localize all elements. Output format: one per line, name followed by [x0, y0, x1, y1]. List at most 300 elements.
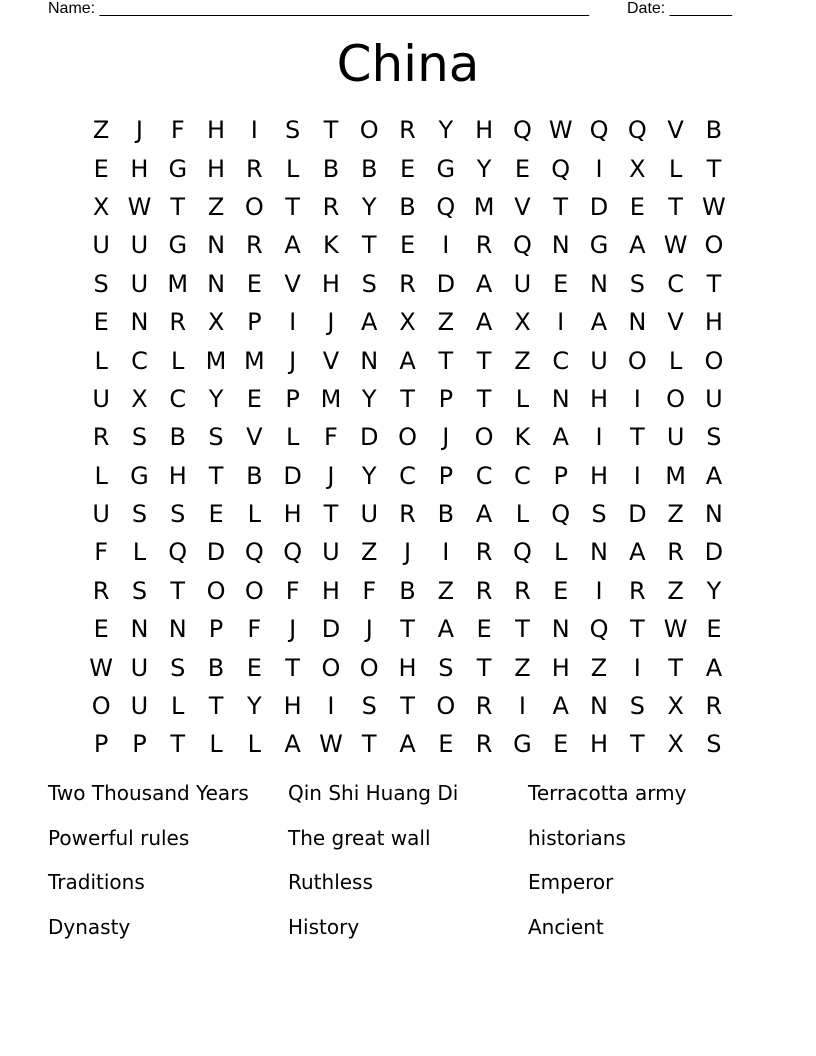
grid-letter[interactable]: Q [512, 116, 532, 145]
grid-letter[interactable]: T [476, 384, 492, 413]
grid-letter[interactable]: P [553, 461, 568, 490]
grid-letter[interactable]: Q [551, 154, 571, 183]
grid-letter[interactable]: S [170, 500, 186, 529]
grid-letter[interactable]: M [473, 192, 495, 221]
grid-letter[interactable]: A [399, 730, 416, 759]
grid-letter[interactable]: A [705, 461, 723, 490]
grid-letter[interactable]: T [170, 576, 186, 605]
grid-letter[interactable]: R [475, 576, 493, 605]
grid-letter[interactable]: R [399, 116, 416, 145]
grid-letter[interactable]: T [208, 692, 224, 721]
grid-letter[interactable]: V [514, 192, 531, 221]
grid-letter[interactable]: Q [244, 538, 264, 567]
grid-letter[interactable]: I [595, 154, 603, 183]
grid-letter[interactable]: E [246, 269, 262, 298]
grid-letter[interactable]: E [93, 615, 109, 644]
grid-letter[interactable]: E [246, 384, 262, 413]
grid-letter[interactable]: U [322, 538, 340, 567]
grid-letter[interactable]: E [553, 730, 569, 759]
grid-letter[interactable]: S [131, 500, 148, 529]
grid-letter[interactable]: D [283, 461, 302, 490]
grid-letter[interactable]: L [285, 423, 300, 452]
grid-letter[interactable]: M [243, 346, 265, 375]
grid-letter[interactable]: H [168, 461, 187, 490]
grid-letter[interactable]: W [663, 615, 688, 644]
grid-letter[interactable]: D [206, 538, 226, 567]
grid-letter[interactable]: H [207, 116, 226, 145]
grid-letter[interactable]: S [285, 116, 301, 145]
grid-letter[interactable]: B [169, 423, 186, 452]
grid-letter[interactable]: O [627, 346, 647, 375]
grid-letter[interactable]: L [668, 346, 683, 375]
word-list-item: Ruthless [288, 870, 373, 894]
grid-letter[interactable]: L [285, 154, 300, 183]
grid-letter[interactable]: U [360, 500, 379, 529]
grid-letter[interactable]: E [553, 576, 569, 605]
grid-letter[interactable]: L [247, 500, 262, 529]
letter-grid [82, 111, 733, 764]
grid-letter[interactable]: P [438, 461, 454, 490]
grid-letter[interactable]: G [168, 154, 188, 183]
grid-letter[interactable]: G [513, 730, 532, 759]
grid-letter[interactable]: T [629, 615, 645, 644]
grid-letter[interactable]: Q [627, 116, 647, 145]
grid-letter[interactable]: T [208, 461, 224, 490]
grid-letter[interactable]: C [131, 346, 148, 375]
grid-letter[interactable]: O [436, 692, 456, 721]
grid-letter[interactable]: R [322, 192, 340, 221]
grid-letter[interactable]: W [127, 192, 152, 221]
grid-letter[interactable]: T [400, 384, 415, 413]
grid-letter[interactable]: L [171, 346, 185, 375]
grid-letter[interactable]: J [135, 116, 143, 145]
grid-letter[interactable]: N [551, 384, 570, 413]
grid-letter[interactable]: B [246, 461, 263, 490]
grid-letter[interactable]: X [92, 192, 110, 221]
grid-letter[interactable]: V [667, 308, 684, 337]
grid-letter[interactable]: L [515, 500, 530, 529]
grid-letter[interactable]: O [244, 576, 264, 605]
grid-letter[interactable]: N [130, 615, 149, 644]
grid-letter[interactable]: Q [512, 538, 532, 567]
grid-letter[interactable]: Y [361, 384, 377, 413]
grid-letter[interactable]: Y [706, 576, 722, 605]
grid-letter[interactable]: H [589, 384, 609, 413]
grid-letter[interactable]: I [595, 423, 603, 452]
grid-letter[interactable]: H [283, 692, 302, 721]
grid-letter[interactable]: U [92, 384, 110, 413]
grid-letter[interactable]: H [589, 461, 609, 490]
grid-letter[interactable]: S [131, 576, 148, 605]
grid-letter[interactable]: S [361, 269, 377, 298]
grid-letter[interactable]: X [629, 154, 646, 183]
grid-letter[interactable]: E [399, 154, 416, 183]
grid-letter[interactable]: W [663, 231, 688, 260]
grid-letter[interactable]: Q [512, 231, 532, 260]
grid-letter[interactable]: S [361, 692, 377, 721]
grid-letter[interactable]: H [283, 500, 302, 529]
grid-letter[interactable]: A [475, 500, 493, 529]
grid-letter[interactable]: Z [92, 116, 110, 145]
grid-letter[interactable]: V [246, 423, 263, 452]
grid-letter[interactable]: D [321, 615, 341, 644]
grid-letter[interactable]: E [476, 615, 492, 644]
grid-letter[interactable]: F [285, 576, 300, 605]
grid-letter[interactable]: N [590, 269, 608, 298]
grid-letter[interactable]: X [667, 730, 684, 759]
word-list-item: The great wall [288, 825, 431, 850]
word-list-item: Powerful rules [48, 825, 190, 850]
grid-letter[interactable]: X [399, 308, 416, 337]
grid-letter[interactable]: C [169, 384, 187, 413]
grid-letter[interactable]: P [208, 615, 224, 644]
grid-letter[interactable]: E [93, 308, 109, 337]
grid-letter[interactable]: D [628, 500, 647, 529]
grid-letter[interactable]: T [668, 653, 683, 682]
grid-letter[interactable]: H [589, 730, 609, 759]
grid-letter[interactable]: O [704, 346, 724, 375]
grid-letter[interactable]: R [475, 730, 493, 759]
word-list-item: Traditions [48, 870, 145, 894]
grid-letter[interactable]: B [360, 154, 378, 183]
grid-letter[interactable]: Q [283, 538, 303, 567]
grid-letter[interactable]: A [284, 231, 301, 260]
grid-letter[interactable]: T [476, 346, 492, 375]
grid-letter[interactable]: F [170, 116, 185, 145]
grid-letter[interactable]: J [289, 346, 297, 375]
grid-letter[interactable]: I [595, 576, 603, 605]
grid-letter[interactable]: E [514, 154, 530, 183]
grid-letter[interactable]: D [704, 538, 724, 567]
grid-letter[interactable]: R [92, 576, 110, 605]
grid-letter[interactable]: B [705, 116, 723, 145]
grid-letter[interactable]: T [706, 154, 722, 183]
grid-letter[interactable]: E [706, 615, 722, 644]
grid-letter[interactable]: D [589, 192, 609, 221]
grid-letter[interactable]: P [438, 384, 454, 413]
grid-letter[interactable]: Q [168, 538, 188, 567]
grid-letter[interactable]: A [399, 346, 416, 375]
grid-letter[interactable]: N [207, 231, 226, 260]
grid-letter[interactable]: K [323, 231, 339, 260]
word-list-item: historians [528, 825, 626, 850]
grid-letter[interactable]: N [590, 538, 608, 567]
grid-letter[interactable]: T [170, 192, 186, 221]
grid-letter[interactable]: P [247, 308, 262, 337]
grid-letter[interactable]: N [628, 308, 647, 337]
grid-letter[interactable]: N [207, 269, 226, 298]
grid-letter[interactable]: N [360, 346, 379, 375]
grid-letter[interactable]: J [403, 538, 412, 567]
grid-letter[interactable]: P [93, 730, 109, 759]
grid-letter[interactable]: E [246, 653, 262, 682]
grid-letter[interactable]: C [667, 269, 684, 298]
grid-letter[interactable]: A [629, 231, 646, 260]
grid-letter[interactable]: S [438, 653, 454, 682]
grid-letter[interactable]: C [399, 461, 416, 490]
grid-letter[interactable]: J [289, 615, 297, 644]
grid-letter[interactable]: Q [589, 116, 609, 145]
grid-letter[interactable]: Y [438, 116, 454, 145]
grid-letter[interactable]: R [399, 500, 416, 529]
grid-letter[interactable]: F [362, 576, 377, 605]
grid-letter[interactable]: Z [514, 653, 531, 682]
grid-letter[interactable]: R [705, 692, 723, 721]
grid-letter[interactable]: S [706, 730, 722, 759]
grid-letter[interactable]: I [557, 308, 565, 337]
grid-letter[interactable]: N [704, 500, 723, 529]
grid-letter[interactable]: X [207, 308, 225, 337]
grid-letter[interactable]: Y [361, 461, 377, 490]
grid-letter[interactable]: R [475, 692, 493, 721]
grid-letter[interactable]: L [554, 538, 568, 567]
grid-letter[interactable]: R [475, 231, 493, 260]
grid-letter[interactable]: C [514, 461, 531, 490]
grid-letter[interactable]: S [208, 423, 224, 452]
grid-letter[interactable]: K [514, 423, 531, 452]
grid-letter[interactable]: H [398, 653, 417, 682]
grid-letter[interactable]: T [285, 192, 300, 221]
word-list-item: Qin Shi Huang Di [288, 781, 459, 805]
grid-letter[interactable]: A [705, 653, 723, 682]
grid-letter[interactable]: Z [667, 576, 684, 605]
grid-letter[interactable]: E [438, 730, 454, 759]
grid-letter[interactable]: U [92, 500, 110, 529]
grid-letter[interactable]: Z [667, 500, 684, 529]
grid-letter[interactable]: I [518, 692, 526, 721]
grid-letter[interactable]: C [475, 461, 493, 490]
grid-letter[interactable]: R [245, 231, 263, 260]
grid-letter[interactable]: T [323, 500, 339, 529]
grid-letter[interactable]: A [629, 538, 646, 567]
grid-letter[interactable]: A [552, 692, 569, 721]
grid-letter[interactable]: T [361, 730, 377, 759]
grid-letter[interactable]: T [400, 692, 415, 721]
grid-letter[interactable]: D [359, 423, 379, 452]
grid-letter[interactable]: T [323, 116, 339, 145]
grid-letter[interactable]: B [207, 653, 225, 682]
grid-letter[interactable]: I [289, 308, 297, 337]
grid-letter[interactable]: T [629, 423, 645, 452]
grid-letter[interactable]: U [705, 384, 723, 413]
grid-letter[interactable]: O [206, 576, 226, 605]
grid-letter[interactable]: L [171, 692, 185, 721]
grid-letter[interactable]: J [327, 308, 335, 337]
grid-letter[interactable]: R [514, 576, 531, 605]
grid-letter[interactable]: R [475, 538, 493, 567]
grid-letter[interactable]: L [247, 730, 262, 759]
grid-letter[interactable]: I [250, 116, 258, 145]
grid-letter[interactable]: T [361, 231, 377, 260]
grid-letter[interactable]: B [399, 576, 416, 605]
grid-letter[interactable]: R [169, 308, 187, 337]
grid-letter[interactable]: J [442, 423, 450, 452]
grid-letter[interactable]: S [170, 653, 186, 682]
grid-letter[interactable]: S [706, 423, 722, 452]
grid-letter[interactable]: H [704, 308, 723, 337]
grid-letter[interactable]: S [93, 269, 109, 298]
grid-letter[interactable]: O [666, 384, 686, 413]
grid-letter[interactable]: Y [476, 154, 492, 183]
grid-letter[interactable]: H [321, 576, 340, 605]
grid-letter[interactable]: E [629, 192, 645, 221]
grid-letter[interactable]: H [475, 116, 494, 145]
grid-letter[interactable]: X [667, 692, 684, 721]
grid-letter[interactable]: A [437, 615, 455, 644]
grid-letter[interactable]: N [551, 231, 570, 260]
grid-letter[interactable]: I [633, 653, 641, 682]
grid-letter[interactable]: P [285, 384, 300, 413]
grid-letter[interactable]: U [130, 692, 149, 721]
grid-letter[interactable]: M [167, 269, 189, 298]
grid-letter[interactable]: T [400, 615, 415, 644]
grid-letter[interactable]: A [284, 730, 301, 759]
grid-letter[interactable]: D [436, 269, 456, 298]
grid-letter[interactable]: S [629, 692, 645, 721]
grid-letter[interactable]: M [205, 346, 227, 375]
grid-letter[interactable]: T [515, 615, 530, 644]
word-list [48, 776, 768, 954]
grid-letter[interactable]: L [668, 154, 683, 183]
word-list-item: Terracotta army [528, 781, 687, 805]
grid-letter[interactable]: L [94, 346, 108, 375]
grid-letter[interactable]: O [91, 692, 111, 721]
grid-letter[interactable]: H [130, 154, 149, 183]
grid-letter[interactable]: R [399, 269, 416, 298]
grid-letter[interactable]: F [324, 423, 338, 452]
grid-letter[interactable]: B [322, 154, 340, 183]
grid-letter[interactable]: R [628, 576, 646, 605]
grid-letter[interactable]: Z [437, 308, 455, 337]
grid-letter[interactable]: J [365, 615, 373, 644]
grid-letter[interactable]: S [131, 423, 148, 452]
grid-letter[interactable]: T [553, 192, 569, 221]
grid-letter[interactable]: C [552, 346, 570, 375]
grid-letter[interactable]: L [94, 461, 108, 490]
grid-letter[interactable]: A [552, 423, 569, 452]
grid-letter[interactable]: R [245, 154, 263, 183]
grid-letter[interactable]: O [321, 653, 341, 682]
grid-letter[interactable]: U [92, 231, 110, 260]
grid-letter[interactable]: T [438, 346, 454, 375]
grid-letter[interactable]: N [590, 692, 608, 721]
grid-letter[interactable]: X [514, 308, 531, 337]
grid-letter[interactable]: Y [247, 692, 262, 721]
grid-letter[interactable]: M [665, 461, 686, 490]
grid-letter[interactable]: X [131, 384, 148, 413]
grid-letter[interactable]: E [399, 231, 416, 260]
grid-letter[interactable]: O [244, 192, 264, 221]
grid-letter[interactable]: J [327, 461, 335, 490]
grid-letter[interactable]: Z [514, 346, 531, 375]
grid-letter[interactable]: V [322, 346, 340, 375]
grid-letter[interactable]: Q [436, 192, 456, 221]
grid-letter[interactable]: I [442, 538, 450, 567]
grid-letter[interactable]: A [475, 308, 493, 337]
grid-letter[interactable]: O [704, 231, 724, 260]
grid-letter[interactable]: E [553, 269, 569, 298]
grid-letter[interactable]: P [132, 730, 147, 759]
grid-letter[interactable]: A [590, 308, 608, 337]
grid-letter[interactable]: U [130, 269, 149, 298]
grid-letter[interactable]: T [476, 653, 492, 682]
grid-letter[interactable]: L [132, 538, 147, 567]
grid-letter[interactable]: G [130, 461, 149, 490]
grid-letter[interactable]: I [327, 692, 335, 721]
grid-letter[interactable]: B [399, 192, 416, 221]
grid-letter[interactable]: G [168, 231, 188, 260]
grid-letter[interactable]: O [359, 653, 379, 682]
grid-letter[interactable]: U [513, 269, 532, 298]
grid-letter[interactable]: T [668, 192, 683, 221]
grid-letter[interactable]: S [591, 500, 607, 529]
grid-letter[interactable]: W [702, 192, 726, 221]
grid-letter[interactable]: H [321, 269, 340, 298]
grid-letter[interactable]: T [285, 653, 300, 682]
grid-letter[interactable]: H [551, 653, 570, 682]
name-field: Name: _______________________________________________________ [48, 0, 589, 17]
grid-letter[interactable]: G [589, 231, 609, 260]
grid-letter[interactable]: N [551, 615, 570, 644]
grid-letter[interactable]: G [436, 154, 456, 183]
grid-letter[interactable]: E [208, 500, 224, 529]
grid-letter[interactable]: L [209, 730, 223, 759]
grid-letter[interactable]: I [633, 384, 641, 413]
grid-letter[interactable]: B [437, 500, 455, 529]
grid-letter[interactable]: H [207, 154, 226, 183]
grid-letter[interactable]: W [548, 116, 573, 145]
grid-letter[interactable]: Y [361, 192, 377, 221]
grid-letter[interactable]: T [170, 730, 186, 759]
grid-letter[interactable]: Z [361, 538, 378, 567]
grid-letter[interactable]: A [361, 308, 378, 337]
grid-letter[interactable]: U [130, 653, 149, 682]
grid-letter[interactable]: T [629, 730, 645, 759]
grid-letter[interactable]: W [319, 730, 343, 759]
grid-letter[interactable]: Q [551, 500, 571, 529]
grid-letter[interactable]: F [94, 538, 109, 567]
grid-letter[interactable]: V [284, 269, 301, 298]
grid-letter[interactable]: N [168, 615, 187, 644]
grid-letter[interactable]: I [633, 461, 641, 490]
grid-letter[interactable]: Z [590, 653, 608, 682]
grid-letter[interactable]: Y [208, 384, 224, 413]
grid-letter[interactable]: O [474, 423, 494, 452]
grid-letter[interactable]: Q [589, 615, 609, 644]
grid-letter[interactable]: R [92, 423, 110, 452]
grid-letter[interactable]: F [247, 615, 262, 644]
grid-letter[interactable]: V [667, 116, 684, 145]
grid-letter[interactable]: T [706, 269, 722, 298]
grid-letter[interactable]: L [515, 384, 530, 413]
grid-letter[interactable]: O [359, 116, 379, 145]
grid-letter[interactable]: U [666, 423, 685, 452]
word-list-item: Two Thousand Years [48, 781, 249, 805]
grid-letter[interactable]: U [130, 231, 149, 260]
grid-letter[interactable]: E [93, 154, 109, 183]
grid-letter[interactable]: S [629, 269, 645, 298]
grid-letter[interactable]: A [475, 269, 493, 298]
grid-letter[interactable]: I [442, 231, 450, 260]
grid-letter[interactable]: Z [207, 192, 225, 221]
grid-letter[interactable]: U [590, 346, 608, 375]
grid-letter[interactable]: W [89, 653, 114, 682]
grid-letter[interactable]: Z [437, 576, 455, 605]
grid-letter[interactable]: R [667, 538, 684, 567]
grid-letter[interactable]: O [398, 423, 417, 452]
grid-letter[interactable]: N [130, 308, 149, 337]
grid-letter[interactable]: M [320, 384, 342, 413]
